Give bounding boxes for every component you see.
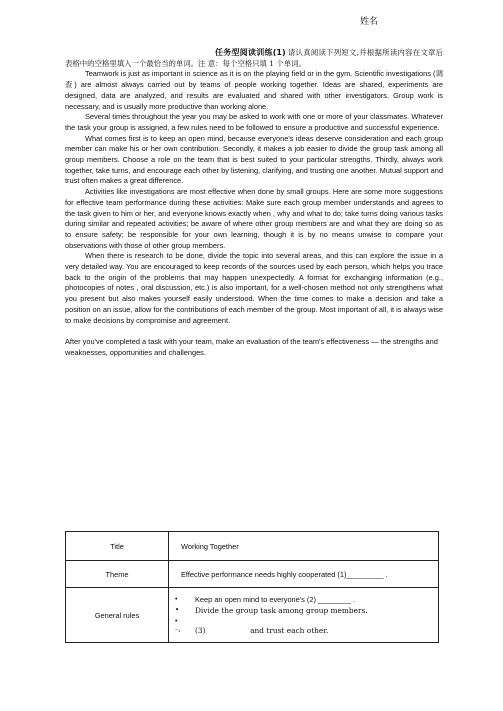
rules-cell <box>169 588 439 643</box>
rule-item[interactable]: · (3) and trust each other. <box>175 626 329 635</box>
row-value-title: Working Together <box>169 532 439 561</box>
table-row-title <box>66 532 439 561</box>
paragraph-3: What comes first is to keep an open mind, because everyone's ideas deserve consideration and each group member can make his or her own contribution. Secondly, it makes a job easier to divide the group task among all group members. Choose a role on the team that is best suited to your particular strengths. Thirdly, always work together, take turns, and encourage each other by listening, clarifying, and trusting one another. Mutual support and trust often makes a great difference. <box>65 133 443 186</box>
rule-item: • Divide the group task among group members. <box>175 606 368 615</box>
paragraph-2: Several times throughout the year you may be asked to work with one or more of your classmates. Whatever the task your group is assigned, a few rules need to be followed to ensure a productive and successful experience. <box>65 112 443 132</box>
document-body <box>65 48 443 366</box>
row-label-general-rules: General rules <box>66 588 169 643</box>
paragraph-5: When there is research to be done, divide the topic into several areas, and this can explore the issue in a very detailed way. You are encouraged to keep records of the sources used by each person, which helps you trace back to the origin of the problems that may happen unexpectedly. A format for exchanging information (e.g., photocopies of notes , oral discussion, etc.) is also important, for a well-chosen method not only strengthens what you present but also makes yourself easily understood. When the time comes to make a decision and take a position on an issue, allow for the contributions of each member of the group. Most important of all, it is always wise to make decisions by compromise and agreement. <box>65 251 443 325</box>
name-label: 姓名 <box>360 17 379 27</box>
row-value-theme[interactable]: Effective performance needs highly cooperated (1)_________ . <box>169 561 439 588</box>
table-row-general-rules <box>66 588 439 643</box>
bullet-icon: • <box>175 596 178 603</box>
lead-in-text: After you've completed a task with your team, make an evaluation of the team's effectiveness — the strengths and weaknesses, opportunities and challenges. <box>65 337 438 357</box>
bullet-icon: • <box>175 606 180 614</box>
rule-item <box>173 616 437 625</box>
rule-item[interactable]: • Keep an open mind to everyone's (2) ________ . <box>175 595 356 604</box>
row-label-title: Title <box>66 532 169 561</box>
evaluation-table <box>65 531 439 643</box>
row-label-theme: Theme <box>66 561 169 588</box>
table-row-theme <box>66 561 439 588</box>
paragraph-1: Teamwork is just as important in science as it is on the playing field or in the gym. Scientific investigations (调查) are almost always carried out by teams of people working together. Ideas are shared, experiments are designed, data are analyzed, and results are evaluated and shared with other investigators. Group work is necessary, and is usually more productive than working alone. <box>65 69 443 111</box>
bullet-icon: · <box>175 626 178 634</box>
title-line <box>65 48 443 69</box>
bullet-icon: • <box>175 618 178 625</box>
bullet-marker: 1 <box>178 628 181 633</box>
paragraph-4: Activities like investigations are most effective when done by small groups. Here are some more suggestions for effective team performance during these activities: Make sure each group member understands and agrees to the task given to him or her, and everyone knows exactly when , why and what to do; take turns doing various tasks during similar and repeated activities; be aware of where other group members are and what they are doing so as to ensure safety; be responsible for your own learning, though it is by no means unwise to compare your observations with those of other group members. <box>65 187 443 250</box>
document-title: 任务型阅读训练(1) <box>215 48 286 57</box>
document-instruction: 请认真阅读下列短文,并根据所读内容在文章后表格中的空格里填入一个最恰当的单词。注 意：每个空格只填 1 个单词。 <box>65 48 443 68</box>
rules-list <box>173 594 437 636</box>
